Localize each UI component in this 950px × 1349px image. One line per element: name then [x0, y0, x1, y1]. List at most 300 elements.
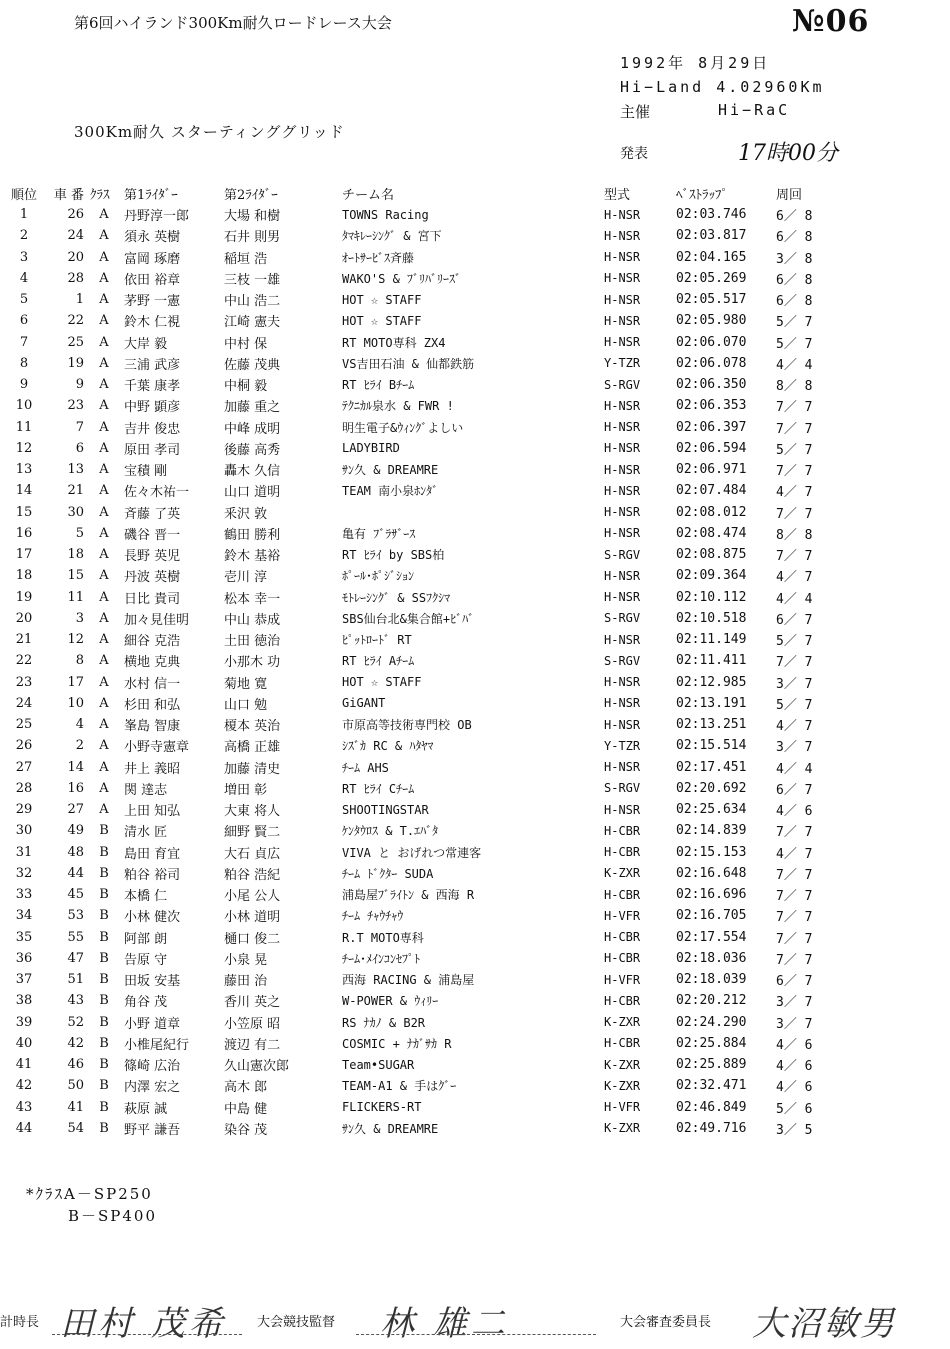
cell-car-number: 50: [67, 1078, 84, 1094]
table-row: [0, 1054, 846, 1075]
cell-car-number: 24: [67, 228, 84, 244]
cell-team: VIVA と おげれつ常連客: [342, 845, 482, 860]
cell-class: B: [99, 1120, 109, 1136]
cell-team: TEAM-A1 & 手はｸﾞｰ: [342, 1079, 457, 1094]
organizer-name: Hi−RaC: [718, 101, 791, 119]
cell-car-number: 9: [75, 377, 84, 393]
cell-laps: 6／ 8: [776, 294, 813, 310]
cell-class: B: [99, 950, 109, 966]
cell-car-number: 11: [67, 589, 84, 605]
cell-rider1: 粕谷 裕司: [124, 867, 181, 883]
cell-car-number: 18: [67, 547, 84, 563]
cell-best-lap: 02:06.397: [676, 419, 747, 435]
cell-laps: 6／ 7: [776, 782, 813, 798]
cell-car-number: 47: [67, 950, 84, 966]
cell-rider1: 関 達志: [124, 782, 168, 798]
cell-rider1: 三浦 武彦: [124, 357, 181, 373]
cell-rider1: 斉藤 了英: [124, 506, 181, 522]
table-row: [0, 714, 846, 735]
table-row: [0, 650, 846, 671]
cell-best-lap: 02:08.474: [676, 525, 747, 541]
cell-rider2: 江崎 憲夫: [224, 315, 281, 331]
cell-car-number: 15: [67, 568, 84, 584]
cell-team: 亀有 ﾌﾞﾗｻﾞｰｽ: [342, 526, 416, 541]
timing-chief-signature: 田村 茂希: [60, 1304, 227, 1344]
cell-rider2: 小笠原 昭: [224, 1016, 281, 1032]
cell-rider1: 吉井 俊忠: [124, 421, 181, 437]
cell-model: H-NSR: [604, 462, 641, 477]
cell-position: 43: [15, 1099, 33, 1115]
cell-car-number: 1: [75, 292, 84, 308]
cell-rider2: 中山 浩二: [224, 294, 281, 310]
cell-car-number: 5: [75, 525, 84, 541]
cell-laps: 3／ 7: [776, 1016, 813, 1032]
cell-rider2: 細野 賢二: [224, 825, 281, 841]
cell-rider1: 鈴木 仁視: [124, 315, 181, 331]
cell-rider2: 中山 恭成: [224, 612, 281, 628]
cell-laps: 5／ 7: [776, 315, 813, 331]
signature-line: [356, 1334, 596, 1335]
cell-model: H-CBR: [604, 887, 641, 902]
cell-rider2: 菊地 寛: [224, 676, 268, 692]
cell-model: S-RGV: [604, 653, 641, 668]
table-row: [0, 395, 846, 416]
cell-class: B: [99, 1078, 109, 1094]
cell-rider1: 原田 孝司: [124, 442, 181, 458]
cell-best-lap: 02:03.817: [676, 228, 747, 244]
cell-best-lap: 02:17.554: [676, 929, 747, 945]
table-row: [0, 1012, 846, 1033]
table-row: [0, 948, 846, 969]
cell-team: TOWNS Racing: [342, 207, 429, 222]
table-row: [0, 629, 846, 650]
cell-car-number: 42: [67, 1035, 84, 1051]
cell-class: B: [99, 1057, 109, 1073]
cell-team: ﾋﾟｯﾄﾛｰﾄﾞ RT: [342, 633, 412, 648]
cell-team: ｻﾝ久 & DREAMRE: [342, 1121, 439, 1136]
col-header-rider2: 第2ﾗｲﾀﾞｰ: [224, 187, 278, 203]
cell-model: S-RGV: [604, 547, 641, 562]
table-row: [0, 820, 846, 841]
cell-model: H-NSR: [604, 760, 641, 775]
signature-line: [52, 1334, 242, 1335]
cell-model: H-NSR: [604, 590, 641, 605]
cell-model: H-NSR: [604, 292, 641, 307]
cell-best-lap: 02:15.153: [676, 844, 747, 860]
cell-laps: 8／ 8: [776, 527, 813, 543]
cell-model: H-NSR: [604, 675, 641, 690]
cell-class: A: [99, 717, 109, 733]
cell-car-number: 41: [67, 1099, 84, 1115]
cell-best-lap: 02:12.985: [676, 674, 747, 690]
table-row: [0, 565, 846, 586]
table-row: [0, 799, 846, 820]
cell-class: A: [99, 398, 109, 414]
cell-best-lap: 02:18.039: [676, 972, 747, 988]
circuit-info: Hi−Land 4.02960Km: [620, 78, 825, 96]
cell-best-lap: 02:14.839: [676, 823, 747, 839]
table-row: [0, 587, 846, 608]
cell-class: A: [99, 249, 109, 265]
cell-best-lap: 02:25.884: [676, 1035, 747, 1051]
cell-car-number: 53: [67, 908, 84, 924]
cell-rider1: 大岸 毅: [124, 336, 168, 352]
cell-position: 16: [15, 525, 33, 541]
table-row: [0, 842, 846, 863]
cell-rider1: 萩原 誠: [124, 1101, 168, 1117]
cell-team: SBS仙台北&集合館+ﾋﾞﾊﾞ: [342, 611, 475, 626]
cell-model: H-NSR: [604, 250, 641, 265]
table-row: [0, 608, 846, 629]
cell-rider1: 清水 匠: [124, 825, 168, 841]
cell-rider1: 日比 貴司: [124, 591, 181, 607]
cell-model: H-NSR: [604, 696, 641, 711]
cell-laps: 7／ 7: [776, 655, 813, 671]
table-row: [0, 502, 846, 523]
cell-position: 29: [15, 802, 33, 818]
cell-rider1: 宝積 剛: [124, 464, 168, 480]
cell-position: 22: [15, 653, 33, 669]
table-row: [0, 289, 846, 310]
cell-position: 20: [15, 610, 33, 626]
cell-rider2: 中峰 成明: [224, 421, 281, 437]
cell-model: S-RGV: [604, 781, 641, 796]
cell-position: 34: [15, 908, 33, 924]
cell-model: H-NSR: [604, 313, 641, 328]
cell-class: A: [99, 270, 109, 286]
cell-team: GiGANT: [342, 696, 386, 711]
cell-laps: 4／ 7: [776, 485, 813, 501]
cell-team: RT ﾋﾗｲ Bﾁｰﾑ: [342, 378, 415, 393]
table-row: [0, 353, 846, 374]
cell-laps: 6／ 8: [776, 230, 813, 246]
cell-car-number: 27: [67, 802, 84, 818]
cell-car-number: 8: [75, 653, 84, 669]
cell-class: A: [99, 228, 109, 244]
cell-class: A: [99, 738, 109, 754]
cell-model: H-NSR: [604, 717, 641, 732]
cell-rider1: 峯島 智康: [124, 719, 181, 735]
cell-team: ﾀﾏｷﾚｰｼﾝｸﾞ & 宮下: [342, 229, 442, 244]
cell-rider1: 佐々木祐一: [124, 485, 190, 501]
cell-class: A: [99, 653, 109, 669]
cell-laps: 5／ 7: [776, 442, 813, 458]
cell-car-number: 20: [67, 249, 84, 265]
cell-model: H-CBR: [604, 930, 641, 945]
cell-model: S-RGV: [604, 377, 641, 392]
cell-car-number: 3: [75, 610, 84, 626]
cell-class: A: [99, 483, 109, 499]
race-director-signature: 林 雄二: [380, 1304, 509, 1344]
cell-car-number: 25: [67, 334, 84, 350]
cell-team: ｵｰﾄｻｰﾋﾞｽ斉藤: [342, 250, 415, 265]
table-row: [0, 268, 846, 289]
cell-model: H-NSR: [604, 228, 641, 243]
cell-rider2: 後藤 高秀: [224, 442, 281, 458]
cell-rider1: 小林 健次: [124, 910, 181, 926]
cell-class: A: [99, 674, 109, 690]
cell-rider2: 香川 英之: [224, 995, 281, 1011]
cell-car-number: 6: [75, 440, 84, 456]
cell-position: 10: [15, 398, 33, 414]
cell-rider2: 松本 幸一: [224, 591, 281, 607]
cell-rider2: 高木 郎: [224, 1080, 268, 1096]
cell-rider2: 粕谷 浩紀: [224, 867, 281, 883]
cell-model: H-VFR: [604, 908, 641, 923]
cell-best-lap: 02:06.070: [676, 334, 747, 350]
cell-team: 西海 RACING & 浦島屋: [342, 973, 475, 988]
cell-rider2: 鈴木 基裕: [224, 549, 281, 565]
cell-car-number: 28: [67, 270, 84, 286]
table-row: [0, 693, 846, 714]
cell-rider2: 小尾 公人: [224, 889, 281, 905]
cell-best-lap: 02:05.517: [676, 292, 747, 308]
cell-model: H-NSR: [604, 505, 641, 520]
cell-best-lap: 02:03.746: [676, 207, 747, 223]
cell-model: S-RGV: [604, 611, 641, 626]
table-row: [0, 927, 846, 948]
cell-team: ｹﾝﾀｳﾛｽ & T.ｴﾊﾞﾀ: [342, 824, 439, 839]
cell-car-number: 19: [67, 355, 84, 371]
cell-team: W-POWER & ｳｨﾘｰ: [342, 994, 439, 1009]
cell-best-lap: 02:06.353: [676, 398, 747, 414]
cell-team: VS吉田石油 & 仙都鉄筋: [342, 356, 475, 371]
cell-best-lap: 02:13.251: [676, 717, 747, 733]
cell-class: B: [99, 972, 109, 988]
table-row: [0, 204, 846, 225]
cell-team: HOT ☆ STAFF: [342, 313, 422, 328]
cell-rider1: 横地 克典: [124, 655, 181, 671]
cell-best-lap: 02:04.165: [676, 249, 747, 265]
cell-position: 3: [19, 249, 29, 265]
cell-car-number: 13: [67, 462, 84, 478]
cell-car-number: 26: [67, 207, 84, 223]
cell-position: 11: [15, 419, 33, 435]
cell-class: A: [99, 207, 109, 223]
cell-laps: 7／ 7: [776, 867, 813, 883]
table-row: [0, 757, 846, 778]
cell-laps: 8／ 8: [776, 379, 813, 395]
cell-best-lap: 02:15.514: [676, 738, 747, 754]
table-row: [0, 969, 846, 990]
cell-car-number: 7: [75, 419, 84, 435]
cell-laps: 3／ 7: [776, 740, 813, 756]
cell-position: 31: [15, 844, 33, 860]
cell-rider2: 中村 保: [224, 336, 268, 352]
col-header-best-lap: ﾍﾞｽﾄﾗｯﾌﾟ: [676, 187, 728, 203]
table-row: [0, 1033, 846, 1054]
cell-laps: 6／ 8: [776, 272, 813, 288]
cell-position: 30: [15, 823, 33, 839]
cell-laps: 7／ 7: [776, 506, 813, 522]
cell-class: A: [99, 547, 109, 563]
cell-laps: 4／ 6: [776, 804, 813, 820]
cell-best-lap: 02:13.191: [676, 695, 747, 711]
cell-best-lap: 02:08.875: [676, 547, 747, 563]
cell-rider1: 細谷 克浩: [124, 634, 181, 650]
cell-car-number: 44: [67, 865, 84, 881]
table-row: [0, 990, 846, 1011]
cell-rider2: 久山憲次郎: [224, 1059, 290, 1075]
table-row: [0, 459, 846, 480]
cell-best-lap: 02:16.705: [676, 908, 747, 924]
cell-team: WAKO'S & ﾌﾞﾘﾊﾞﾘｰｽﾞ: [342, 271, 462, 286]
cell-team: COSMIC + ﾅｶﾞｻｶ R: [342, 1036, 452, 1051]
cell-laps: 7／ 7: [776, 464, 813, 480]
cell-model: H-CBR: [604, 951, 641, 966]
cell-rider1: 篠崎 広治: [124, 1059, 181, 1075]
cell-rider1: 小椎尾紀行: [124, 1037, 190, 1053]
organizer-label: 主催: [620, 103, 651, 121]
cell-best-lap: 02:10.518: [676, 610, 747, 626]
cell-car-number: 30: [67, 504, 84, 520]
cell-position: 27: [15, 759, 33, 775]
cell-rider2: 鶴田 勝利: [224, 527, 281, 543]
chief-steward-label: 大会審査委員長: [620, 1315, 712, 1330]
cell-rider1: 島田 育宜: [124, 846, 181, 862]
cell-team: RT ﾋﾗｲ Cﾁｰﾑ: [342, 781, 415, 796]
cell-rider2: 石井 則男: [224, 230, 281, 246]
cell-model: H-NSR: [604, 632, 641, 647]
cell-position: 19: [15, 589, 33, 605]
cell-laps: 5／ 7: [776, 697, 813, 713]
cell-rider2: 佐藤 茂典: [224, 357, 281, 373]
cell-car-number: 46: [67, 1057, 84, 1073]
cell-best-lap: 02:24.290: [676, 1014, 747, 1030]
cell-laps: 4／ 6: [776, 1080, 813, 1096]
cell-rider2: 釆沢 敦: [224, 506, 268, 522]
cell-rider1: 本橋 仁: [124, 889, 168, 905]
cell-laps: 7／ 7: [776, 421, 813, 437]
table-row: [0, 374, 846, 395]
cell-position: 2: [19, 228, 29, 244]
cell-team: SHOOTINGSTAR: [342, 802, 429, 817]
cell-team: ﾁｰﾑ ﾁｬｳﾁｬｳ: [342, 909, 404, 924]
cell-position: 41: [15, 1057, 33, 1073]
table-row: [0, 778, 846, 799]
cell-rider1: 水村 信一: [124, 676, 181, 692]
cell-class: A: [99, 589, 109, 605]
table-row: [0, 905, 846, 926]
cell-model: H-CBR: [604, 1036, 641, 1051]
col-header-position: 順位: [10, 187, 37, 203]
cell-laps: 6／ 8: [776, 209, 813, 225]
cell-car-number: 43: [67, 993, 84, 1009]
cell-best-lap: 02:06.971: [676, 462, 747, 478]
table-row: [0, 1118, 846, 1139]
cell-position: 9: [19, 377, 29, 393]
cell-laps: 5／ 7: [776, 634, 813, 650]
table-row: [0, 417, 846, 438]
cell-class: A: [99, 780, 109, 796]
cell-position: 14: [15, 483, 33, 499]
table-row: [0, 1075, 846, 1096]
cell-class: B: [99, 908, 109, 924]
cell-class: A: [99, 632, 109, 648]
cell-model: H-NSR: [604, 483, 641, 498]
cell-rider1: 丹野淳一郎: [124, 209, 190, 225]
cell-class: A: [99, 334, 109, 350]
cell-rider1: 茅野 一憲: [124, 294, 181, 310]
cell-car-number: 12: [67, 632, 84, 648]
announce-time: 17時00分: [738, 141, 838, 166]
cell-model: H-NSR: [604, 441, 641, 456]
col-header-model: 型式: [604, 187, 631, 203]
cell-laps: 4／ 4: [776, 761, 813, 777]
cell-rider2: 轟木 久信: [224, 464, 281, 480]
cell-team: ｻﾝ久 & DREAMRE: [342, 463, 439, 478]
cell-class: A: [99, 525, 109, 541]
cell-laps: 3／ 5: [776, 1122, 813, 1138]
cell-model: K-ZXR: [604, 866, 641, 881]
race-director-label: 大会競技監督: [257, 1315, 336, 1330]
cell-laps: 4／ 6: [776, 1037, 813, 1053]
cell-car-number: 49: [67, 823, 84, 839]
cell-team: RT MOTO専科 ZX4: [342, 335, 446, 350]
col-header-rider1: 第1ﾗｲﾀﾞｰ: [124, 187, 178, 203]
cell-position: 12: [15, 440, 33, 456]
table-row: [0, 523, 846, 544]
table-row: [0, 1097, 846, 1118]
cell-best-lap: 02:06.078: [676, 355, 747, 371]
document-number: №06: [792, 4, 870, 39]
cell-position: 18: [15, 568, 33, 584]
timing-chief-label: 計時長: [0, 1315, 40, 1330]
cell-best-lap: 02:25.889: [676, 1057, 747, 1073]
cell-rider1: 野平 謙吾: [124, 1122, 181, 1138]
cell-rider2: 加藤 重之: [224, 400, 281, 416]
cell-class: A: [99, 568, 109, 584]
cell-rider2: 土田 徳治: [224, 634, 281, 650]
cell-position: 36: [15, 950, 33, 966]
cell-rider1: 小野 道章: [124, 1016, 181, 1032]
cell-best-lap: 02:32.471: [676, 1078, 747, 1094]
cell-team: ｼｽﾞｶ RC & ﾊﾀﾔﾏ: [342, 739, 434, 754]
cell-laps: 4／ 6: [776, 1059, 813, 1075]
cell-class: A: [99, 355, 109, 371]
table-row: [0, 884, 846, 905]
col-header-laps: 周回: [776, 187, 803, 203]
cell-laps: 7／ 7: [776, 889, 813, 905]
cell-rider2: 増田 彰: [224, 782, 268, 798]
cell-rider1: 杉田 和弘: [124, 697, 181, 713]
cell-laps: 7／ 7: [776, 931, 813, 947]
cell-car-number: 14: [67, 759, 84, 775]
cell-best-lap: 02:06.594: [676, 440, 747, 456]
cell-laps: 4／ 7: [776, 719, 813, 735]
cell-car-number: 23: [67, 398, 84, 414]
cell-position: 8: [19, 355, 29, 371]
cell-position: 23: [15, 674, 33, 690]
cell-rider2: 小泉 晃: [224, 952, 268, 968]
cell-rider2: 樋口 俊二: [224, 931, 281, 947]
cell-model: H-NSR: [604, 568, 641, 583]
cell-model: H-NSR: [604, 398, 641, 413]
cell-team: RT ﾋﾗｲ Aﾁｰﾑ: [342, 654, 415, 669]
cell-car-number: 45: [67, 887, 84, 903]
cell-best-lap: 02:11.149: [676, 632, 747, 648]
cell-best-lap: 02:11.411: [676, 653, 747, 669]
cell-rider2: 中島 健: [224, 1101, 268, 1117]
cell-rider2: 小那木 功: [224, 655, 281, 671]
cell-rider2: 加藤 清史: [224, 761, 281, 777]
announce-label: 発表: [620, 146, 648, 162]
cell-best-lap: 02:16.648: [676, 865, 747, 881]
cell-rider2: 山口 道明: [224, 485, 281, 501]
cell-model: H-NSR: [604, 271, 641, 286]
cell-position: 5: [19, 292, 29, 308]
cell-team: ﾁｰﾑ･ﾒｲﾝｺﾝｾﾌﾟﾄ: [342, 951, 421, 966]
